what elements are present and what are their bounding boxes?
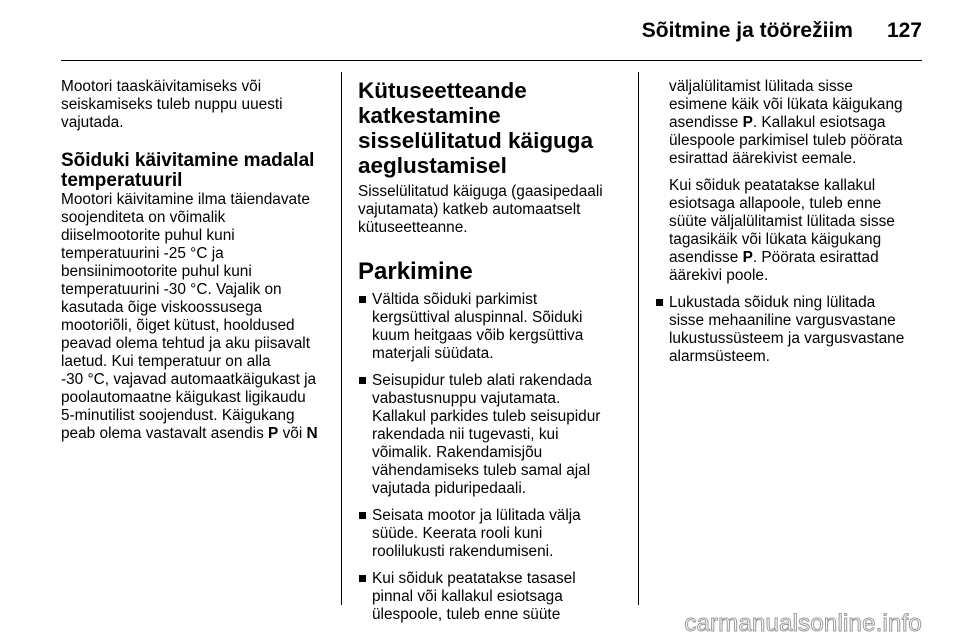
heading-line: aeglustamisel xyxy=(358,153,507,178)
bullet-line: kuum heitgaas võib kergsüttiva xyxy=(372,327,584,344)
body-line: kütuseetteanne. xyxy=(358,219,468,236)
body-line: mootoriõli, õiget kütust, hooldused xyxy=(61,317,295,334)
bullet-line: vähendamiseks tuleb samal ajal xyxy=(372,462,591,479)
column-2 xyxy=(358,78,624,633)
body-line: temperatuurini -30 °C. Vajalik on xyxy=(61,281,282,298)
section-heading-parking: Parkimine xyxy=(358,258,473,285)
bullet-line: materjali süüdata. xyxy=(372,345,494,362)
body-text: asendisse xyxy=(669,114,743,131)
list-item xyxy=(655,294,925,366)
bullet-line: süüde. Keerata rooli kuni xyxy=(372,525,543,542)
bullet-line: Lukustada sõiduk ning lülitada xyxy=(669,294,876,311)
heading-line: katkestamine xyxy=(358,103,501,128)
bullet-line: võimalik. Rakendamisjõu xyxy=(372,444,543,461)
bullet-line: Kui sõiduk peatatakse tasasel xyxy=(372,570,576,587)
bullet-line: ülespoole, tuleb enne süüte xyxy=(372,606,561,623)
body-line: bensiinimootorite puhul kuni xyxy=(61,263,252,280)
column-1 xyxy=(61,78,325,443)
lock-bullet-list xyxy=(655,294,925,366)
body-line: poolautomaatne käigukast ligikaudu xyxy=(61,389,306,406)
continued-line: ülespoole parkimisel tuleb pöörata xyxy=(669,132,903,149)
watermark-logo: carmanualsonline.info xyxy=(684,610,922,637)
body-line: laetud. Kui temperatuur on alla xyxy=(61,353,271,370)
gear-position-p: P xyxy=(268,425,279,442)
body-text: peab olema vastavalt asendis xyxy=(61,425,269,442)
page-header xyxy=(642,19,922,43)
page-title: Sõitmine ja töörežiim xyxy=(641,19,853,42)
continued-line: tagasikäik või lükata käigukang xyxy=(669,231,882,248)
body-line: soojenditeta on võimalik xyxy=(61,209,226,226)
continued-line: esirattad äärekivist eemale. xyxy=(669,150,857,167)
bullet-line: vajutada piduripedaali. xyxy=(372,480,527,497)
body-text: . Kallakul esiotsaga xyxy=(752,114,886,131)
page-number: 127 xyxy=(886,19,922,42)
bullet-line: roolilukusti rakendumiseni. xyxy=(372,543,554,560)
column-divider-2 xyxy=(638,72,639,605)
bullet-line: Kallakul parkides tuleb seisupidur xyxy=(372,408,601,425)
continued-line: Kui sõiduk peatatakse kallakul xyxy=(669,177,876,194)
body-text: asendisse xyxy=(669,249,743,266)
list-item xyxy=(358,372,624,498)
bullet-line: kergsüttival aluspinnal. Sõiduki xyxy=(372,309,583,326)
continued-line: esimene käik või lükata käigukang xyxy=(669,96,903,113)
heading-line: sisselülitatud käiguga xyxy=(358,128,594,153)
bullet-line: vabastusnuppu vajutamata. xyxy=(372,390,561,407)
continued-line: äärekivi poole. xyxy=(669,267,769,284)
body-line: peavad olema tehtud ja aku piisavalt xyxy=(61,335,310,352)
bullet-line: pinnal või kallakul esiotsaga xyxy=(372,588,563,605)
intro-line: Mootori taaskäivitamiseks või xyxy=(61,78,262,95)
bullet-line: Vältida sõiduki parkimist xyxy=(372,291,538,308)
bullet-line: rakendada nii tugevasti, kui xyxy=(372,426,559,443)
body-text: või xyxy=(278,425,307,442)
body-line: vajutamata) katkeb automaatselt xyxy=(358,201,581,218)
gear-position-p: P xyxy=(742,249,753,266)
continued-line: väljalülitamist lülitada sisse xyxy=(669,78,853,95)
body-line: Sisselülitatud käiguga (gaasipedaali xyxy=(358,183,603,200)
body-line: kasutada õige viskoossusega xyxy=(61,299,263,316)
body-line: 5-minutilist soojendust. Käigukang xyxy=(61,407,295,424)
column-divider-1 xyxy=(341,72,342,605)
bullet-line: sisse mehaaniline vargusvastane xyxy=(669,312,896,329)
list-item xyxy=(358,507,624,561)
heading-line: Sõiduki käivitamine madalal xyxy=(61,150,315,171)
intro-line: seiskamiseks tuleb nuppu uuesti xyxy=(61,96,283,113)
body-line: -30 °C, vajavad automaatkäigukast ja xyxy=(61,371,317,388)
body-line-last xyxy=(61,425,325,443)
parking-bullet-list xyxy=(358,291,624,624)
body-line: temperatuurini -25 °C ja xyxy=(61,245,224,262)
bullet-line: lukustussüsteem ja vargusvastane xyxy=(669,330,905,347)
continued-line xyxy=(655,249,925,267)
continued-line: süüte väljalülitamist lülitada sisse xyxy=(669,213,895,230)
bullet-line: alarmsüsteem. xyxy=(669,348,770,365)
heading-line: Kütuseetteande xyxy=(358,78,527,103)
bullet-line: Seisupidur tuleb alati rakendada xyxy=(372,372,592,389)
bullet-line: Seisata mootor ja lülitada välja xyxy=(372,507,581,524)
intro-line: vajutada. xyxy=(61,114,124,131)
section-heading-cold-start xyxy=(61,151,325,191)
column-3 xyxy=(655,78,925,375)
header-rule xyxy=(61,60,922,61)
list-item xyxy=(358,570,624,624)
list-item xyxy=(358,291,624,363)
body-line: Mootori käivitamine ilma täiendavate xyxy=(61,191,310,208)
continued-line: esiotsaga allapoole, tuleb enne xyxy=(669,195,882,212)
gear-position-n: N xyxy=(306,425,318,442)
section-heading-fuel-cutoff xyxy=(358,78,624,178)
gear-position-p: P xyxy=(742,114,753,131)
continued-line xyxy=(655,114,925,132)
body-text: . Pöörata esirattad xyxy=(752,249,879,266)
body-line: diiselmootorite puhul kuni xyxy=(61,227,235,244)
heading-line: temperatuuril xyxy=(61,170,183,191)
